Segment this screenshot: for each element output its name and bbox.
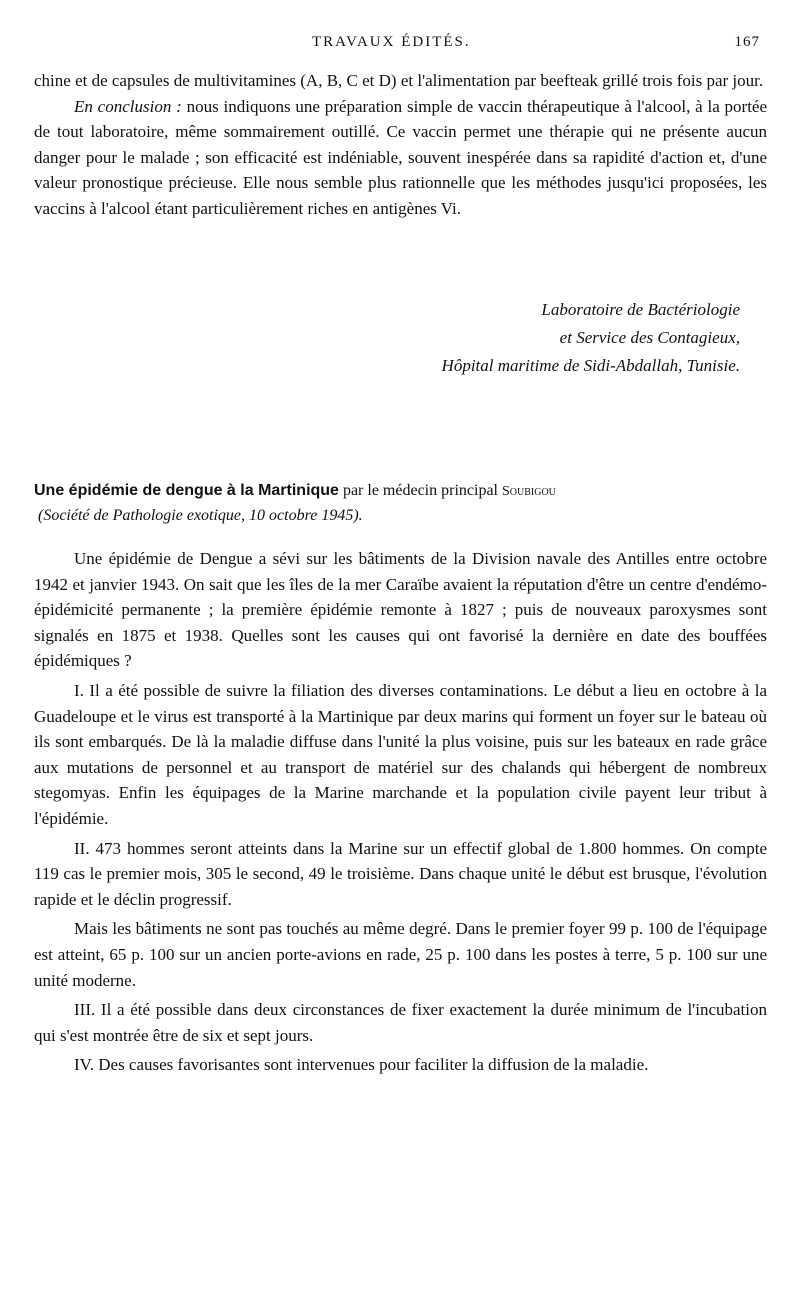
article-body (34, 546, 767, 1082)
article-byline: par le médecin principal (342, 482, 498, 499)
conclusion-text: nous indiquons une préparation simple de vaccin thérapeutique à l'alcool, à la portée de tout laboratoire, même sommairement outillé. Ce vaccin permet une thérapie qui ne présente aucun danger pour le malade ; son efficacité est indéniable, souvent inespérée dans sa rapidité d'action et, d'une valeur pronostique précieuse. Elle nous semble plus rationnelle que les méthodes jusqu'ici proposées, les vaccins à l'alcool étant particulièrement riches en antigènes Vi. (34, 96, 768, 218)
paragraph-section-2: II. 473 hommes seront atteints dans la Marine sur un effectif global de 1.800 hommes. On compte 119 cas le premier mois, 305 le second, 49 le troisième. Dans chaque unité le début est brusque, l'évolution rapide et le déclin progressif. (34, 838, 767, 909)
signature-service: et Service des Contagieux, (559, 328, 740, 347)
paragraph-section-3: III. Il a été possible dans deux circonstances de fixer exactement la durée minimum de l'incubation qui s'est montrée être de six et sept jours. (34, 1000, 767, 1045)
paragraph-treatment: chine et de capsules de multivitamines (A, B, C et D) et l'alimentation par beefteak grillé trois fois par jour. (34, 71, 764, 90)
paragraph-conclusion (34, 94, 767, 222)
article-heading (34, 478, 774, 505)
signature-laboratory: Laboratoire de Bactériologie (541, 300, 740, 319)
article-author: Soubigou (502, 484, 556, 499)
signature-hospital: Hôpital maritime de Sidi-Abdallah, Tunisie. (441, 356, 740, 375)
paragraph-section-4: IV. Des causes favorisantes sont intervenues pour faciliter la diffusion de la maladie. (74, 1055, 649, 1075)
page-number: 167 (734, 34, 760, 50)
paragraph-intro: Une épidémie de Dengue a sévi sur les bâtiments de la Division navale des Antilles entre octobre 1942 et janvier 1943. On sait que les îles de la mer Caraïbe avaient la réputation d'être un centre d'endémo-épidémicité permanente ; la première épidémie remonte à 1827 ; puis de nouveaux paroxysmes sont signalés en 1875 et 1938. Quelles sont les causes qui ont favorisé la dernière en date des bouffées épidémiques ? (34, 549, 767, 671)
article-title: Une épidémie de dengue à la Martinique (34, 482, 339, 499)
conclusion-label: En conclusion : (74, 96, 182, 116)
previous-article-ending (34, 68, 767, 222)
article-source: (Société de Pathologie exotique, 10 octobre 1945). (38, 507, 363, 524)
running-head (0, 34, 800, 56)
paragraph-ships: Mais les bâtiments ne sont pas touchés au même degré. Dans le premier foyer 99 p. 100 de l'équipage est atteint, 65 p. 100 sur un ancien porte-avions en rade, 25 p. 100 dans les postes à terre, 5 p. 100 sur une unité moderne. (34, 919, 767, 990)
running-head-title: TRAVAUX ÉDITÉS. (312, 34, 471, 50)
paragraph-section-1: I. Il a été possible de suivre la filiation des diverses contaminations. Le début a lieu en octobre à la Guadeloupe et le virus est transporté à la Martinique par deux marins qui forment un foyer sur le bateau où ils sont embarqués. De là la maladie diffuse dans l'unité la plus voisine, puis sur les bateaux en rade grâce aux mutations de personnel et au transport de matériel sur des chalands qui hébergent de nombreux stegomyas. Enfin les équipages de la Marine marchande et la population civile payent leur tribut à l'épidémie. (34, 680, 767, 828)
